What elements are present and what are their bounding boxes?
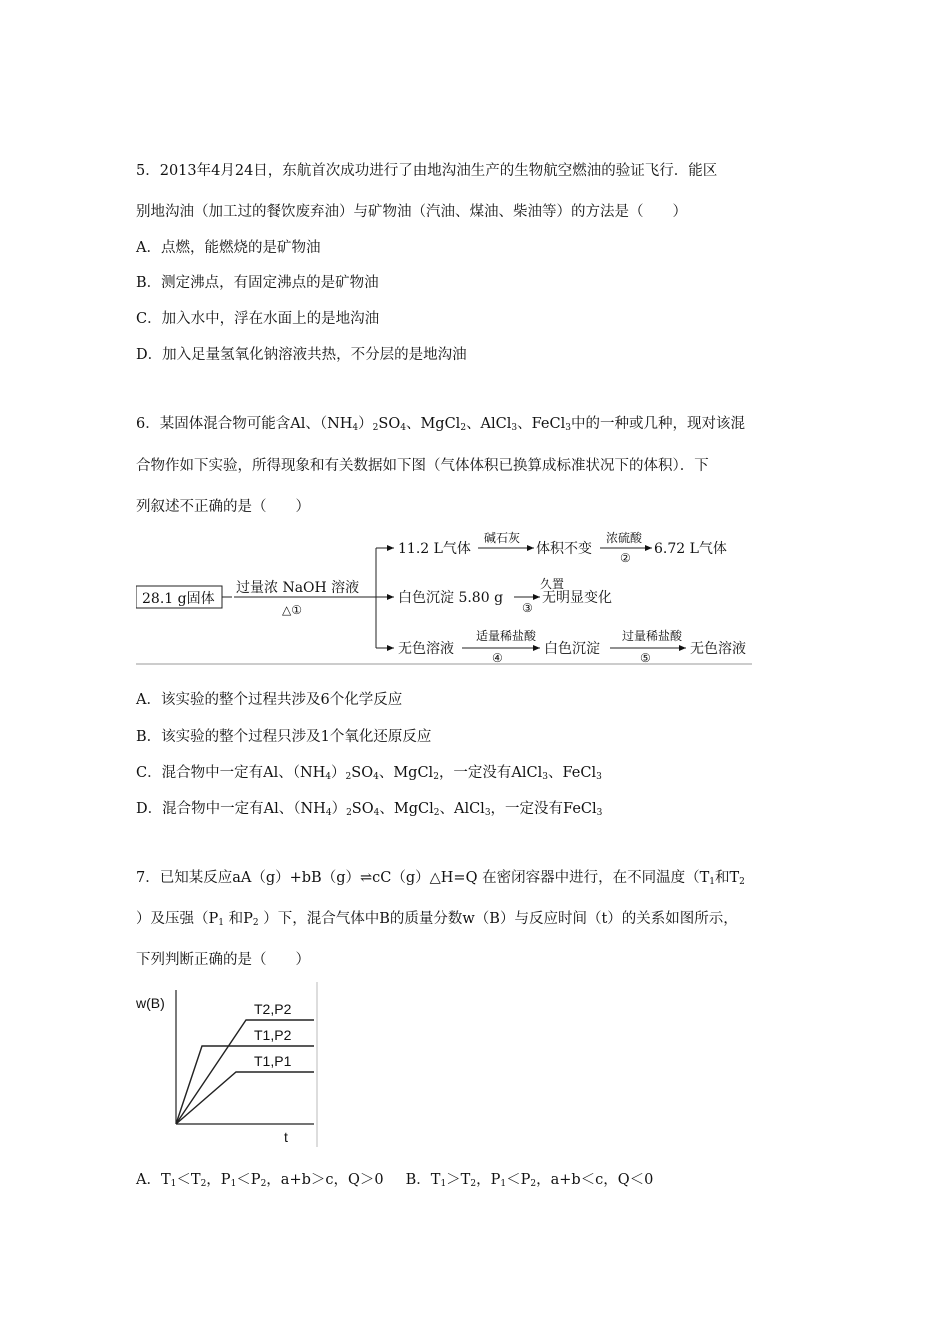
flow-reagent: 过量浓 NaOH 溶液 bbox=[236, 580, 360, 596]
curve-label-t2p2: T2,P2 bbox=[254, 1001, 292, 1017]
flow-gas2: 6.72 L气体 bbox=[654, 541, 727, 557]
curve-label-t1p1: T1,P1 bbox=[254, 1053, 292, 1069]
q5-option-c: C．加入水中，浮在水面上的是地沟油 bbox=[136, 311, 380, 327]
q6-option-d: D．混合物中一定有Al、$(NH_4)_2SO_4$、MgCl$_2$、AlCl$_3$，一定没有FeCl$_3$ bbox=[136, 801, 603, 818]
flow-stand: 久置 bbox=[540, 577, 565, 591]
q7-option-a: A．$T_1<T_2$，$P_1<P_2$，a+b＞c，Q＞0 bbox=[136, 1172, 384, 1189]
curve-t1p2 bbox=[176, 1046, 314, 1124]
q7-graph bbox=[134, 982, 324, 1147]
q7-option-b: B．$T_1>T_2$，$P_1<P_2$，a+b＜c，Q＜0 bbox=[405, 1172, 654, 1189]
q5-option-d: D．加入足量氢氧化钠溶液共热，不分层的是地沟油 bbox=[136, 347, 467, 363]
flow-ppt2: 白色沉淀 bbox=[544, 641, 600, 657]
x-axis-label: t bbox=[284, 1129, 288, 1145]
q6-stem-line2: 合物作如下实验，所得现象和有关数据如下图（气体体积已换算成标准状况下的体积）．下 bbox=[136, 458, 709, 474]
flow-step3: ③ bbox=[522, 601, 533, 615]
flow-vol-same: 体积不变 bbox=[536, 541, 592, 557]
flow-gas: 11.2 L气体 bbox=[398, 541, 471, 557]
q6-stem-line1: 6．某固体混合物可能含Al、$(NH_4)_2SO_4$、MgCl$_2$、AlCl$_3$、FeCl$_3$中的一种或几种，现对该混 bbox=[136, 416, 745, 433]
q7-options-ab bbox=[136, 1170, 653, 1194]
y-axis-label: w(B) bbox=[136, 995, 165, 1011]
flow-step1: △① bbox=[282, 603, 302, 617]
q6-stem-line3: 列叙述不正确的是（ ） bbox=[136, 499, 310, 515]
flow-nochange: 无明显变化 bbox=[542, 590, 612, 606]
flow-step4: ④ bbox=[492, 651, 503, 665]
q6-flowchart bbox=[136, 530, 756, 665]
q6-option-a: A．该实验的整个过程共涉及6个化学反应 bbox=[136, 692, 403, 708]
q5-option-b: B．测定沸点，有固定沸点的是矿物油 bbox=[136, 275, 379, 291]
flow-ppt: 白色沉淀 5.80 g bbox=[398, 590, 504, 606]
q6-option-b: B．该实验的整个过程只涉及1个氧化还原反应 bbox=[136, 729, 432, 745]
q5-option-a: A．点燃，能燃烧的是矿物油 bbox=[136, 240, 321, 256]
flow-hcl-a: 适量稀盐酸 bbox=[476, 629, 537, 643]
flow-soln2: 无色溶液 bbox=[690, 641, 746, 657]
flow-start: 28.1 g固体 bbox=[142, 591, 215, 607]
q7-stem-line3: 下列判断正确的是（ ） bbox=[136, 952, 310, 968]
q6-option-c: C．混合物中一定有Al、$(NH_4)_2SO_4$、MgCl$_2$，一定没有AlCl$_3$、FeCl$_3$ bbox=[136, 765, 602, 782]
q5-stem-line2: 别地沟油（加工过的餐饮废弃油）与矿物油（汽油、煤油、柴油等）的方法是（ ） bbox=[136, 204, 687, 220]
flow-step2: ② bbox=[620, 551, 631, 565]
flow-step5: ⑤ bbox=[640, 651, 651, 665]
q7-stem-line1: 7．已知某反应aA（g）+bB（g）⇌cC（g）△H=Q 在密闭容器中进行，在不同温度（$T_1$和$T_2$ bbox=[136, 870, 745, 887]
flow-soln: 无色溶液 bbox=[398, 641, 454, 657]
flow-lime: 碱石灰 bbox=[484, 531, 521, 545]
curve-t1p1 bbox=[176, 1072, 314, 1124]
q7-stem-line2: ）及压强（$P_1$ 和$P_2$ ）下，混合气体中B的质量分数w（B）与反应时间（t）的关系如图所示， bbox=[136, 911, 738, 928]
flow-h2so4: 浓硫酸 bbox=[606, 531, 643, 545]
curve-label-t1p2: T1,P2 bbox=[254, 1027, 292, 1043]
q5-stem-line1: 5．2013年4月24日，东航首次成功进行了由地沟油生产的生物航空燃油的验证飞行．能区 bbox=[136, 163, 718, 179]
flow-hcl-b: 过量稀盐酸 bbox=[622, 629, 683, 643]
